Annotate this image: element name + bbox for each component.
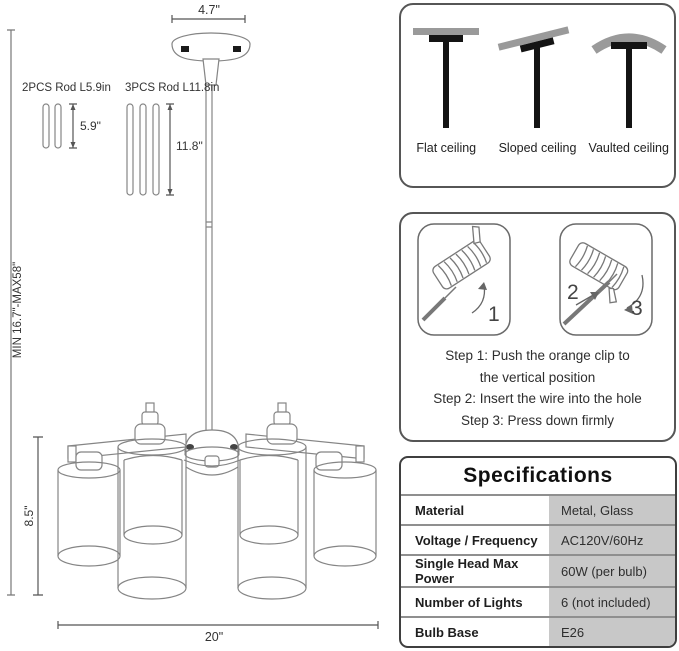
spec-power-label: Single Head Max Power [415, 556, 519, 586]
canopy-width-label: 4.7" [198, 3, 220, 17]
connector-step2-3-illustration [559, 223, 653, 336]
flat-ceiling-icon [403, 18, 489, 136]
short-rod-length-label: 5.9" [80, 119, 101, 133]
sloped-ceiling-icon [492, 18, 584, 136]
table-row [401, 494, 675, 524]
spec-bulb-base-value: E26 [549, 618, 675, 646]
spec-voltage-label: Voltage / Frequency [415, 532, 538, 548]
short-rods [43, 104, 61, 148]
installation-steps-box [399, 212, 676, 442]
ceiling-types-box [399, 3, 676, 188]
connector-step1-illustration [417, 223, 511, 336]
vaulted-ceiling-label: Vaulted ceiling [588, 141, 669, 155]
step3-line: Step 3: Press down firmly [460, 412, 615, 428]
table-row [401, 616, 675, 646]
spec-material-label: Material [415, 502, 465, 518]
ceiling-type-vaulted [586, 18, 672, 155]
table-row [401, 524, 675, 554]
step2-marker: 2 [567, 281, 579, 304]
long-rod-dimension [166, 104, 174, 195]
center-hub [184, 430, 240, 475]
installation-steps-text [401, 345, 674, 431]
step1-line1: Step 1: Push the orange clip to [445, 348, 630, 363]
step3-marker: 3 [631, 297, 643, 320]
spec-bulb-base-label: Bulb Base [415, 624, 479, 640]
ceiling-canopy [172, 33, 250, 85]
shade-height-label: 8.5" [22, 505, 36, 527]
spec-lights-value: 6 (not included) [549, 588, 675, 616]
outer-shades [58, 462, 376, 566]
step1-line2: the vertical position [479, 369, 596, 385]
vaulted-ceiling-icon [586, 18, 672, 136]
long-rods-label: 3PCS Rod L11.8in [125, 82, 220, 94]
back-shades [124, 456, 298, 545]
spec-material-value: Metal, Glass [549, 496, 675, 524]
flat-ceiling-label: Flat ceiling [416, 141, 477, 155]
long-rod-length-label: 11.8" [176, 139, 203, 153]
ceiling-type-sloped [492, 18, 584, 155]
step1-marker: 1 [488, 303, 500, 326]
long-rods [127, 104, 159, 195]
spec-power-value: 60W (per bulb) [549, 556, 675, 586]
short-rods-label: 2PCS Rod L5.9in [22, 82, 111, 94]
specifications-table [399, 456, 677, 648]
table-row [401, 554, 675, 586]
down-rod [206, 85, 212, 433]
sloped-ceiling-label: Sloped ceiling [498, 141, 577, 155]
step2-line: Step 2: Insert the wire into the hole [433, 391, 642, 406]
spec-lights-label: Number of Lights [415, 594, 523, 610]
ceiling-type-flat [403, 18, 489, 155]
fixture-width-dimension [58, 621, 378, 629]
specifications-title: Specifications [463, 464, 613, 487]
short-rod-dimension [69, 104, 77, 148]
spec-voltage-value: AC120V/60Hz [549, 526, 675, 554]
fixture-width-label: 20" [204, 630, 224, 644]
table-row [401, 586, 675, 616]
hanging-height-label: MIN 16.7"-MAX58" [12, 261, 24, 359]
